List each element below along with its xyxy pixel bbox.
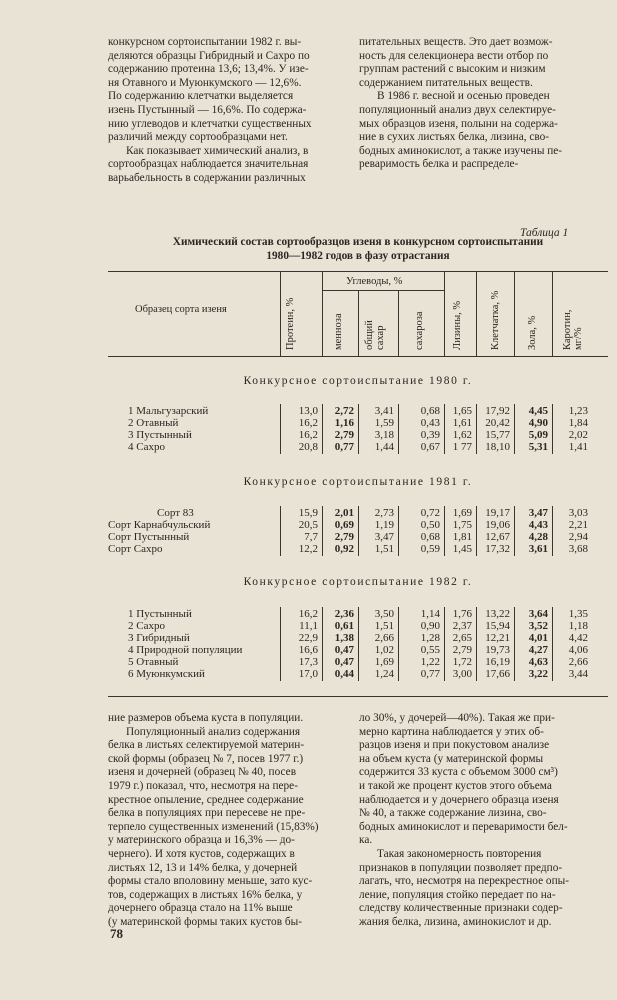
row-sample-name: 2 Отавный	[128, 417, 179, 429]
text-line: терпело существенных изменений (15,83%)	[108, 820, 319, 833]
text-line: на объем куста (у материнской формы	[359, 752, 544, 765]
row-value: 5,31	[528, 441, 548, 453]
header-mannose: менноза	[333, 313, 344, 350]
column-rule	[552, 506, 553, 556]
text-line: Как показывает химический анализ, в	[126, 144, 309, 157]
column-rule	[514, 404, 515, 454]
row-value: 2,02	[568, 429, 588, 441]
row-value: 4,28	[528, 531, 548, 543]
header-saccharose: сахароза	[414, 311, 425, 350]
text-line: тов, содержащих в листьях 16% белка, у	[108, 888, 303, 901]
header-lysine: Лизины, %	[452, 300, 463, 350]
row-sample-name: 3 Гибридный	[128, 632, 190, 644]
column-rule	[398, 404, 399, 454]
row-value: 17,92	[485, 405, 510, 417]
row-value: 0,59	[420, 543, 440, 555]
text-column-bottom-left	[108, 712, 348, 930]
text-line: № 40, а также содержание лизина, сво-	[359, 807, 547, 820]
table-row	[0, 417, 617, 429]
row-value: 1,51	[374, 543, 394, 555]
row-value: 1,35	[568, 608, 588, 620]
text-line: признаков в популяции позволяет предпо-	[359, 861, 563, 874]
row-value: 4,90	[528, 417, 548, 429]
header-divider	[476, 272, 477, 356]
text-line: Популяционный анализ содержания	[126, 725, 301, 738]
text-column-bottom-right	[359, 712, 611, 930]
row-value: 16,2	[298, 429, 318, 441]
text-line: 1979 г.) показал, что, несмотря на пере-	[108, 779, 298, 792]
text-line: различий между сортообразцами нет.	[108, 131, 288, 144]
table-row	[0, 429, 617, 441]
row-value: 1,45	[452, 543, 472, 555]
row-value: 2,72	[334, 405, 354, 417]
row-value: 2,66	[374, 632, 394, 644]
text-line: содержанию протеина 13,6; 13,4%. У изе-	[108, 63, 309, 76]
row-value: 1,38	[334, 632, 354, 644]
text-line: бодных аминокислот и переваримости бел-	[359, 820, 568, 833]
row-sample-name: 2 Сахро	[128, 620, 165, 632]
text-line: мых образцов изеня, полыни на содержа-	[359, 117, 558, 130]
text-line: варьабельность в содержании различных	[108, 171, 306, 184]
table-row	[0, 441, 617, 453]
row-value: 1,19	[374, 519, 394, 531]
text-line: содержится 33 куста с объемом 3000 см³)	[359, 766, 558, 779]
text-line: ление, популяция стойко передает по на-	[359, 888, 556, 901]
row-value: 17,32	[485, 543, 510, 555]
row-value: 22,9	[298, 632, 318, 644]
row-value: 0,92	[334, 543, 354, 555]
row-value: 1,16	[334, 417, 354, 429]
row-value: 0,72	[420, 507, 440, 519]
header-divider	[398, 291, 399, 356]
text-line: изень Пустынный — 16,6%. По содержа-	[108, 103, 307, 116]
row-value: 4,06	[568, 644, 588, 656]
row-value: 17,66	[485, 668, 510, 680]
column-rule	[322, 607, 323, 681]
header-fiber: Клетчатка, %	[490, 290, 501, 350]
table-row	[0, 519, 617, 531]
column-rule	[358, 404, 359, 454]
row-value: 1,22	[420, 656, 440, 668]
text-line: наблюдается и у дочернего образца изеня	[359, 793, 559, 806]
text-line: и такой же процент кустов этого объема	[359, 779, 552, 792]
row-sample-name: 3 Пустынный	[128, 429, 192, 441]
header-divider	[280, 272, 281, 356]
text-line: (у материнской формы таких кустов бы-	[108, 915, 302, 928]
row-value: 4,45	[528, 405, 548, 417]
row-sample-name: Сорт Карнабчульский	[108, 519, 211, 531]
row-value: 1,59	[374, 417, 394, 429]
row-sample-name: Сорт Пустынный	[108, 531, 190, 543]
row-value: 4,42	[568, 632, 588, 644]
row-value: 1,51	[374, 620, 394, 632]
row-value: 1,14	[420, 608, 440, 620]
table-row	[0, 507, 617, 519]
text-line: разцов изеня и при покустовом анализе	[359, 739, 550, 752]
column-rule	[322, 404, 323, 454]
text-line: бодных аминокислот, а также изучены пе-	[359, 144, 563, 157]
text-line: нию углеводов и клетчатки существенных	[108, 117, 312, 130]
row-value: 1,72	[452, 656, 472, 668]
row-value: 0,39	[420, 429, 440, 441]
text-line: ние размеров объема куста в популяции.	[108, 712, 304, 724]
text-line: мерно картина наблюдается у этих об-	[359, 725, 544, 738]
row-value: 4,43	[528, 519, 548, 531]
row-sample-name: Сорт Сахро	[108, 543, 163, 555]
row-value: 3,47	[374, 531, 394, 543]
text-column-top-right	[359, 36, 611, 172]
row-value: 0,77	[334, 441, 354, 453]
carbs-group-rule	[322, 290, 444, 291]
row-value: 0,43	[420, 417, 440, 429]
text-line: Такая закономерность повторения	[377, 847, 542, 860]
text-line: белка в популяциях при пересеве не пре-	[108, 807, 306, 820]
row-sample-name: 5 Отавный	[128, 656, 179, 668]
column-rule	[444, 404, 445, 454]
row-value: 4,27	[528, 644, 548, 656]
column-rule	[280, 506, 281, 556]
table-title	[108, 235, 608, 263]
table-label: Таблица 1	[520, 227, 569, 239]
row-value: 3,68	[568, 543, 588, 555]
row-value: 3,44	[568, 668, 588, 680]
table-row	[0, 632, 617, 644]
row-value: 0,44	[334, 668, 354, 680]
column-rule	[552, 607, 553, 681]
row-value: 3,50	[374, 608, 394, 620]
header-sample: Образец сорта изеня	[135, 304, 227, 315]
column-rule	[280, 404, 281, 454]
section-title: Конкурсное сортоиспытание 1980 г.	[243, 375, 473, 387]
row-value: 13,22	[485, 608, 510, 620]
text-line: ской формы (образец № 7, посев 1977 г.)	[108, 752, 304, 765]
row-value: 2,79	[334, 531, 354, 543]
text-line: ка.	[359, 834, 373, 847]
row-value: 15,9	[298, 507, 318, 519]
table-title-line-2: 1980—1982 годов в фазу отрастания	[266, 250, 450, 262]
row-value: 1,41	[568, 441, 588, 453]
row-value: 11,1	[299, 620, 318, 632]
row-value: 2,21	[568, 519, 588, 531]
row-value: 0,77	[420, 668, 440, 680]
row-value: 0,69	[334, 519, 354, 531]
section-title: Конкурсное сортоиспытание 1982 г.	[243, 576, 473, 588]
row-value: 19,17	[485, 507, 510, 519]
text-column-top-left	[108, 36, 348, 186]
row-value: 20,5	[298, 519, 318, 531]
text-line: ло 30%, у дочерей—40%). Такая же при-	[359, 712, 555, 724]
row-value: 1,23	[568, 405, 588, 417]
header-carotene	[562, 310, 584, 350]
row-value: 2,66	[568, 656, 588, 668]
row-value: 2,65	[452, 632, 472, 644]
column-rule	[514, 506, 515, 556]
row-value: 0,68	[420, 531, 440, 543]
column-rule	[280, 607, 281, 681]
table-row	[0, 668, 617, 680]
row-value: 13,0	[298, 405, 318, 417]
text-line: следству количественные признаки содер-	[359, 902, 563, 915]
row-value: 0,67	[420, 441, 440, 453]
text-line: ность для селекционера вести отбор по	[359, 49, 549, 62]
row-value: 1,81	[452, 531, 472, 543]
row-value: 0,47	[334, 644, 354, 656]
text-line: ние в сухих листьях белка, лизина, сво-	[359, 131, 550, 144]
text-line: лагать, что, несмотря на перекрестное опы-	[359, 875, 569, 888]
row-value: 20,8	[298, 441, 318, 453]
row-value: 1,28	[420, 632, 440, 644]
column-rule	[552, 404, 553, 454]
row-sample-name: 1 Пустынный	[128, 608, 192, 620]
table-row	[0, 656, 617, 668]
row-value: 1,62	[452, 429, 472, 441]
column-rule	[398, 506, 399, 556]
text-line: деляются образцы Гибридный и Сахро по	[108, 49, 310, 62]
table-row	[0, 620, 617, 632]
row-value: 4,63	[528, 656, 548, 668]
table-row	[0, 531, 617, 543]
row-value: 15,77	[485, 429, 510, 441]
row-value: 1,75	[452, 519, 472, 531]
text-line: крестное опыление, среднее содержание	[108, 793, 304, 806]
row-value: 2,94	[568, 531, 588, 543]
table-row	[0, 608, 617, 620]
row-value: 2,79	[452, 644, 472, 656]
text-line: листьях 12, 13 и 14% белка, у дочерней	[108, 861, 298, 874]
text-line: популяционный анализ двух селектируе-	[359, 103, 556, 116]
row-value: 16,19	[485, 656, 510, 668]
row-value: 16,2	[298, 608, 318, 620]
column-rule	[322, 506, 323, 556]
text-line: реваримость белка и распределе-	[359, 158, 519, 171]
row-sample-name: 4 Сахро	[128, 441, 165, 453]
row-value: 3,61	[528, 543, 548, 555]
row-value: 3,47	[528, 507, 548, 519]
row-value: 18,10	[485, 441, 510, 453]
header-total-sugar	[364, 320, 386, 350]
text-line: содержанием питательных веществ.	[359, 76, 533, 89]
row-value: 12,21	[485, 632, 510, 644]
row-value: 1,61	[452, 417, 472, 429]
header-total-sugar-line-1: общий	[364, 320, 375, 350]
text-line: чернего). И хотя кустов, содержащих в	[108, 847, 295, 860]
row-value: 1,65	[452, 405, 472, 417]
column-rule	[358, 506, 359, 556]
row-value: 1,18	[568, 620, 588, 632]
text-line: В 1986 г. весной и осенью проведен	[377, 90, 550, 103]
text-line: ня Отавного и Муюнкумского — 12,6%.	[108, 76, 302, 89]
row-value: 12,2	[298, 543, 318, 555]
row-value: 0,68	[420, 405, 440, 417]
header-divider	[552, 272, 553, 356]
text-line: По содержанию клетчатки выделяется	[108, 90, 294, 103]
text-line: сортообразцах наблюдается значительная	[108, 158, 309, 171]
column-rule	[476, 607, 477, 681]
row-value: 16,6	[298, 644, 318, 656]
row-value: 1,44	[374, 441, 394, 453]
header-carotene-line-1: Каротин,	[562, 309, 573, 350]
header-divider	[358, 291, 359, 356]
row-value: 2,37	[452, 620, 472, 632]
row-sample-name: 4 Природной популяции	[128, 644, 243, 656]
row-value: 3,22	[528, 668, 548, 680]
row-value: 3,41	[374, 405, 394, 417]
row-value: 2,36	[334, 608, 354, 620]
row-sample-name: 6 Муюнкумский	[128, 668, 205, 680]
table-row	[0, 405, 617, 417]
row-value: 12,67	[485, 531, 510, 543]
row-value: 4,01	[528, 632, 548, 644]
row-value: 19,73	[485, 644, 510, 656]
column-rule	[476, 404, 477, 454]
page-number: 78	[110, 926, 123, 941]
row-value: 1,76	[452, 608, 472, 620]
row-value: 2,01	[334, 507, 354, 519]
header-total-sugar-line-2: сахар	[375, 325, 386, 350]
header-carotene-line-2: мг/%	[573, 327, 584, 350]
row-value: 0,50	[420, 519, 440, 531]
column-rule	[398, 607, 399, 681]
row-value: 1 77	[452, 441, 472, 453]
section-title: Конкурсное сортоиспытание 1981 г.	[243, 476, 473, 488]
row-value: 3,00	[452, 668, 472, 680]
header-ash: Зола, %	[527, 315, 538, 350]
row-sample-name: 1 Мальгузарский	[128, 405, 209, 417]
text-line: питательных веществ. Это дает возмож-	[359, 36, 553, 48]
row-value: 3,03	[568, 507, 588, 519]
column-rule	[444, 506, 445, 556]
row-value: 7,7	[304, 531, 318, 543]
row-value: 20,42	[485, 417, 510, 429]
row-value: 17,0	[298, 668, 318, 680]
row-value: 0,47	[334, 656, 354, 668]
row-sample-name: Сорт 83	[157, 507, 194, 519]
text-line: изеня и дочерней (образец № 40, посев	[108, 766, 297, 779]
table-row	[0, 644, 617, 656]
header-divider	[444, 272, 445, 356]
column-rule	[476, 506, 477, 556]
row-value: 1,02	[374, 644, 394, 656]
row-value: 1,84	[568, 417, 588, 429]
row-value: 5,09	[528, 429, 548, 441]
text-line: жания белка, лизина, аминокислот и др.	[359, 915, 552, 928]
text-line: белка в листьях селектируемой материн-	[108, 739, 305, 752]
row-value: 1,69	[452, 507, 472, 519]
column-rule	[514, 607, 515, 681]
row-value: 0,90	[420, 620, 440, 632]
table-header-bottom-rule	[108, 356, 608, 357]
row-value: 19,06	[485, 519, 510, 531]
table-row	[0, 543, 617, 555]
row-value: 0,61	[334, 620, 354, 632]
column-rule	[358, 607, 359, 681]
text-line: конкурсном сортоиспытании 1982 г. вы-	[108, 36, 302, 48]
text-line: у материнского образца и 16,3% — до-	[108, 834, 295, 847]
row-value: 1,24	[374, 668, 394, 680]
text-line: группам растений с высоким и низким	[359, 63, 546, 76]
row-value: 0,55	[420, 644, 440, 656]
row-value: 16,2	[298, 417, 318, 429]
row-value: 2,79	[334, 429, 354, 441]
table-title-line-1: Химический состав сортообразцов изеня в конкурсном сортоиспытании	[172, 236, 544, 248]
text-line: формы стало вполовину меньше, зато кус-	[108, 875, 313, 888]
row-value: 3,52	[528, 620, 548, 632]
table-top-rule	[108, 271, 608, 272]
text-line: дочернего образца стало на 11% выше	[108, 902, 293, 915]
row-value: 2,73	[374, 507, 394, 519]
row-value: 15,94	[485, 620, 510, 632]
header-divider	[322, 272, 323, 356]
table-bottom-rule	[108, 696, 608, 697]
row-value: 17,3	[298, 656, 318, 668]
row-value: 3,64	[528, 608, 548, 620]
column-rule	[444, 607, 445, 681]
header-divider	[514, 272, 515, 356]
row-value: 1,69	[374, 656, 394, 668]
header-carbs: Углеводы, %	[346, 276, 403, 287]
row-value: 3,18	[374, 429, 394, 441]
header-protein: Протеин, %	[285, 297, 296, 350]
